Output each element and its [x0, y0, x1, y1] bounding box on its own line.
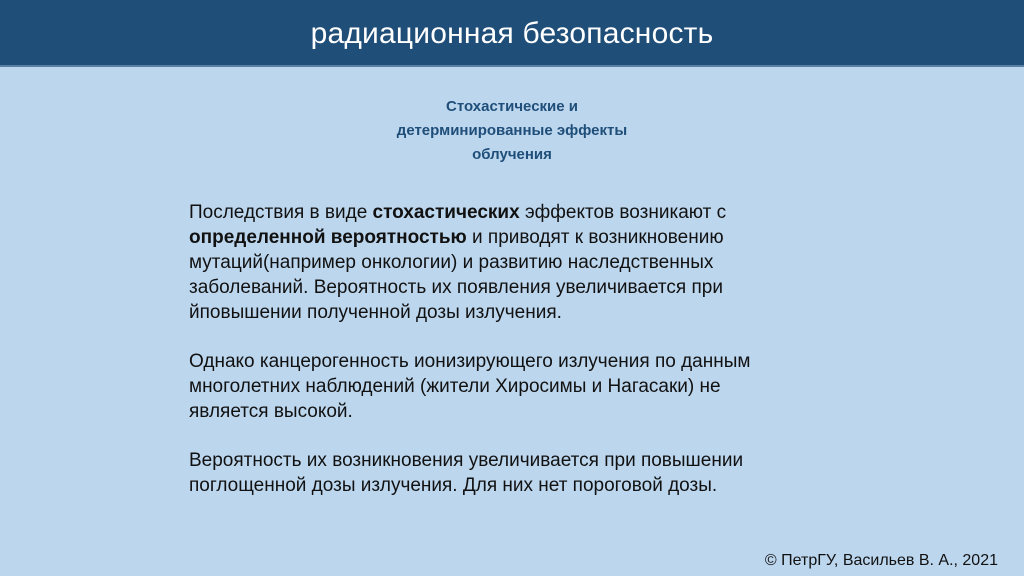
- body-text: [189, 200, 849, 522]
- text-line: заболеваний. Вероятность их появления увеличивается при: [189, 277, 723, 298]
- slide-subtitle: [312, 95, 712, 167]
- text-line: поглощенной дозы излучения. Для них нет пороговой дозы.: [189, 475, 718, 496]
- text-line: Последствия в виде стохастических эффектов возникают с: [189, 202, 727, 223]
- paragraph-probability: [189, 448, 849, 498]
- slide-title: радиационная безопасность: [310, 17, 714, 50]
- subtitle-line: детерминированные эффекты: [396, 122, 628, 139]
- bold-term: стохастических: [372, 202, 520, 223]
- subtitle-line: Стохастические и: [445, 98, 579, 115]
- text-line: многолетних наблюдений (жители Хиросимы и Нагасаки) не: [189, 376, 721, 397]
- header-bar: [0, 0, 1024, 67]
- text-line: является высокой.: [189, 401, 353, 422]
- subtitle-line: облучения: [472, 146, 552, 163]
- text-line: Вероятность их возникновения увеличивается при повышении: [189, 450, 744, 471]
- text-line: определенной вероятностью и приводят к возникновению: [189, 227, 724, 248]
- text-line: мутаций(например онкологии) и развитию наследственных: [189, 252, 714, 273]
- text-line: Однако канцерогенность ионизирующего излучения по данным: [189, 351, 751, 372]
- paragraph-stochastic-effects: [189, 200, 849, 325]
- paragraph-carcinogenicity: [189, 349, 849, 424]
- bold-term: определенной вероятностью: [189, 227, 467, 248]
- copyright-footer: © ПетрГУ, Васильев В. А., 2021: [764, 552, 998, 569]
- text-line: йповышении полученной дозы излучения.: [189, 302, 562, 323]
